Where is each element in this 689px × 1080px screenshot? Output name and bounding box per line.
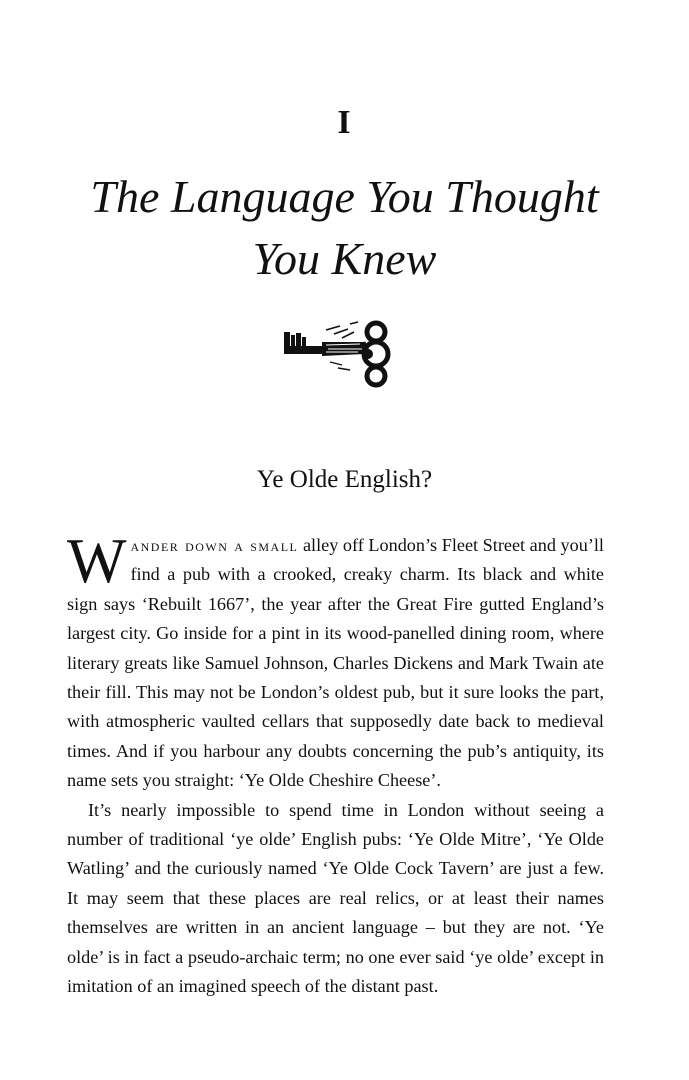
paragraph-1-text: alley off London’s Fleet Street and you’ll find a pub with a crooked, creaky charm. Its black and white sign says ‘Rebuilt 1667’, the year after the Great Fire gutted England’s largest city. Go inside for a pint in its wood-panelled dining room, where literary greats like Samuel Johnson, Charles Dickens and Mark Twain ate their fill. This may not be London’s oldest pub, but it sure looks the part, with atmospheric vaulted cellars that supposedly date back to medieval times. And if you harbour any doubts concerning the pub’s antiquity, its name sets you straight: ‘Ye Olde Cheshire Cheese’. (67, 535, 604, 791)
chapter-title-line-2: You Knew (252, 233, 437, 284)
chapter-number: I (337, 104, 352, 141)
paragraph-2: It’s nearly impossible to spend time in London without seeing a number of traditional ‘ye olde’ English pubs: ‘Ye Olde Mitre’, ‘Ye Olde Watling’ and the curiously named ‘Ye Olde Cock Tavern’ are just a few. It may seem that these places are real relics, or at least their names themselves are written in an ancient language – but they are not. ‘Ye olde’ is in fact a pseudo-archaic term; no one ever said ‘ye olde’ except in imitation of an imagined speech of the distant past. (67, 799, 604, 997)
lead-in-small-caps: ander down a small (130, 536, 299, 555)
drop-cap: W (67, 526, 127, 596)
section-title: Ye Olde English? (256, 466, 433, 493)
paragraph-1 (67, 526, 604, 796)
key-icon (282, 318, 392, 388)
body-text (67, 526, 604, 1002)
chapter-title-line-1: The Language You Thought (90, 171, 599, 222)
chapter-title (60, 166, 629, 290)
